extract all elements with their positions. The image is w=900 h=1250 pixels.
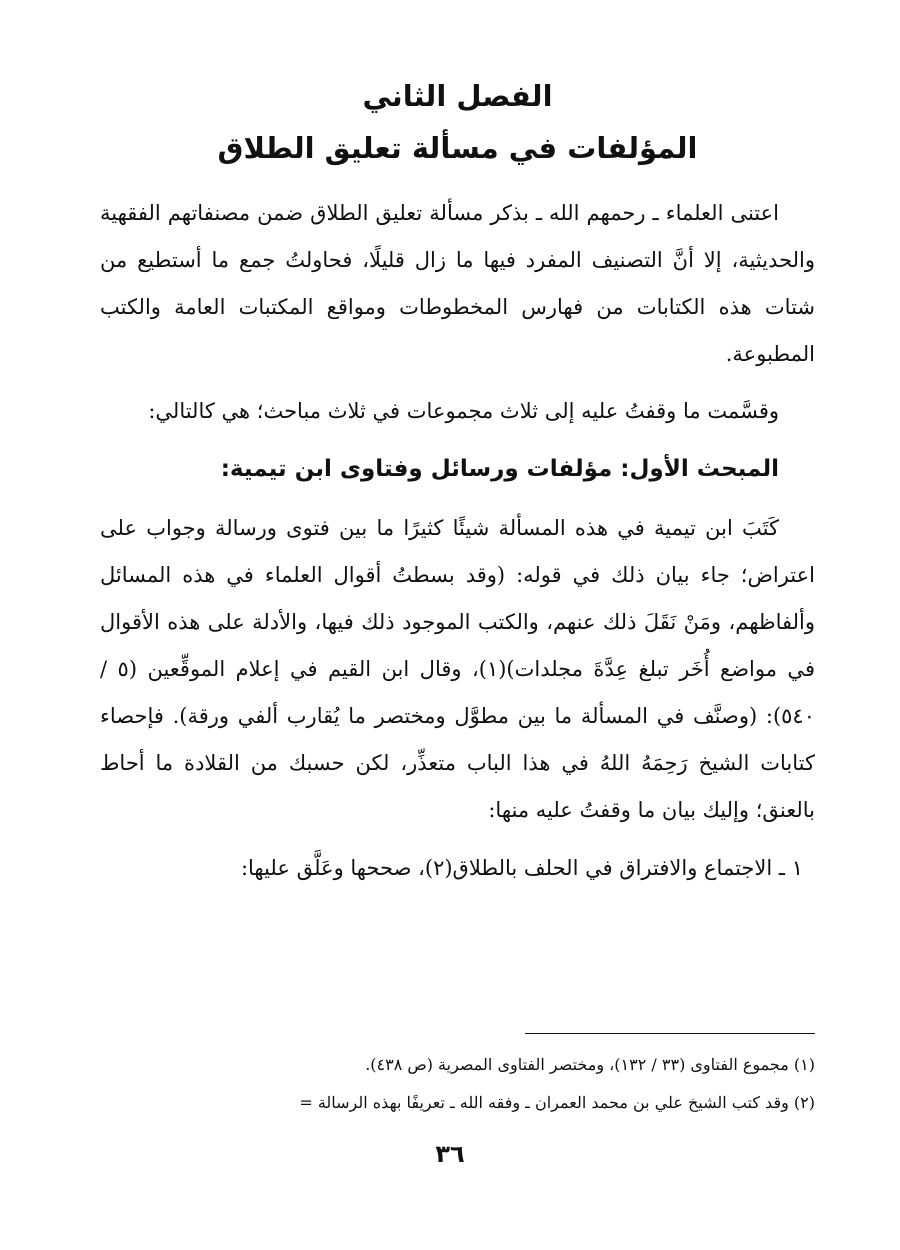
chapter-title: الفصل الثاني [362, 79, 553, 113]
intro-paragraph: اعتنى العلماء ـ رحمهم الله ـ بذكر مسألة تعليق الطلاق ضمن مصنفاتهم الفقهية والحديثية، إلا أنَّ التصنيف المفرد فيها ما زال قليلًا، فحاولتُ جمع ما أستطيع من شتات هذه الكتابات من فهارس المخطوطات ومواقع المكتبات العامة والكتب المطبوعة. [100, 201, 815, 366]
division-paragraph: وقسَّمت ما وقفتُ عليه إلى ثلاث مجموعات في ثلاث مباحث؛ هي كالتالي: [148, 399, 779, 423]
list-item: ١ ـ الاجتماع والافتراق في الحلف بالطلاق(٢)، صححها وعَلَّق عليها: [240, 856, 803, 880]
footnotes [85, 1046, 815, 1122]
section-heading: المبحث الأول: مؤلفات ورسائل وفتاوى ابن تيمية: [220, 456, 779, 482]
footnote-2: (٢) وقد كتب الشيخ علي بن محمد العمران ـ وفقه الله ـ تعريفًا بهذه الرسالة = [299, 1093, 815, 1112]
footnote-1: (١) مجموع الفتاوى (٣٣ / ١٣٢)، ومختصر الفتاوى المصرية (ص ٤٣٨). [365, 1055, 815, 1074]
page-number: ٣٦ [435, 1140, 465, 1168]
page-body [100, 60, 815, 892]
chapter-subtitle: المؤلفات في مسألة تعليق الطلاق [217, 131, 698, 165]
footnote-divider [525, 1033, 815, 1034]
section-body-paragraph: كَتَبَ ابن تيمية في هذه المسألة شيئًا كثيرًا ما بين فتوى ورسالة وجواب على اعتراض؛ جاء بيان ذلك في قوله: (وقد بسطتُ أقوال العلماء في هذه المسائل وألفاظهم، ومَنْ نَقَلَ ذلك عنهم، والكتب الموجود ذلك فيها، والأدلة على هذه الأقوال في مواضع أُخَر تبلغ عِدَّةَ مجلدات)(١)، وقال ابن القيم في إعلام الموقِّعين (٥ / ٥٤٠): (وصنَّف في المسألة ما بين مطوَّل ومختصر ما يُقارب ألفي ورقة). فإحصاء كتابات الشيخ رَحِمَهُ اللهُ في هذا الباب متعذِّر، لكن حسبك من القلادة ما أحاط بالعنق؛ وإليك بيان ما وقفتُ عليه منها: [100, 516, 815, 822]
